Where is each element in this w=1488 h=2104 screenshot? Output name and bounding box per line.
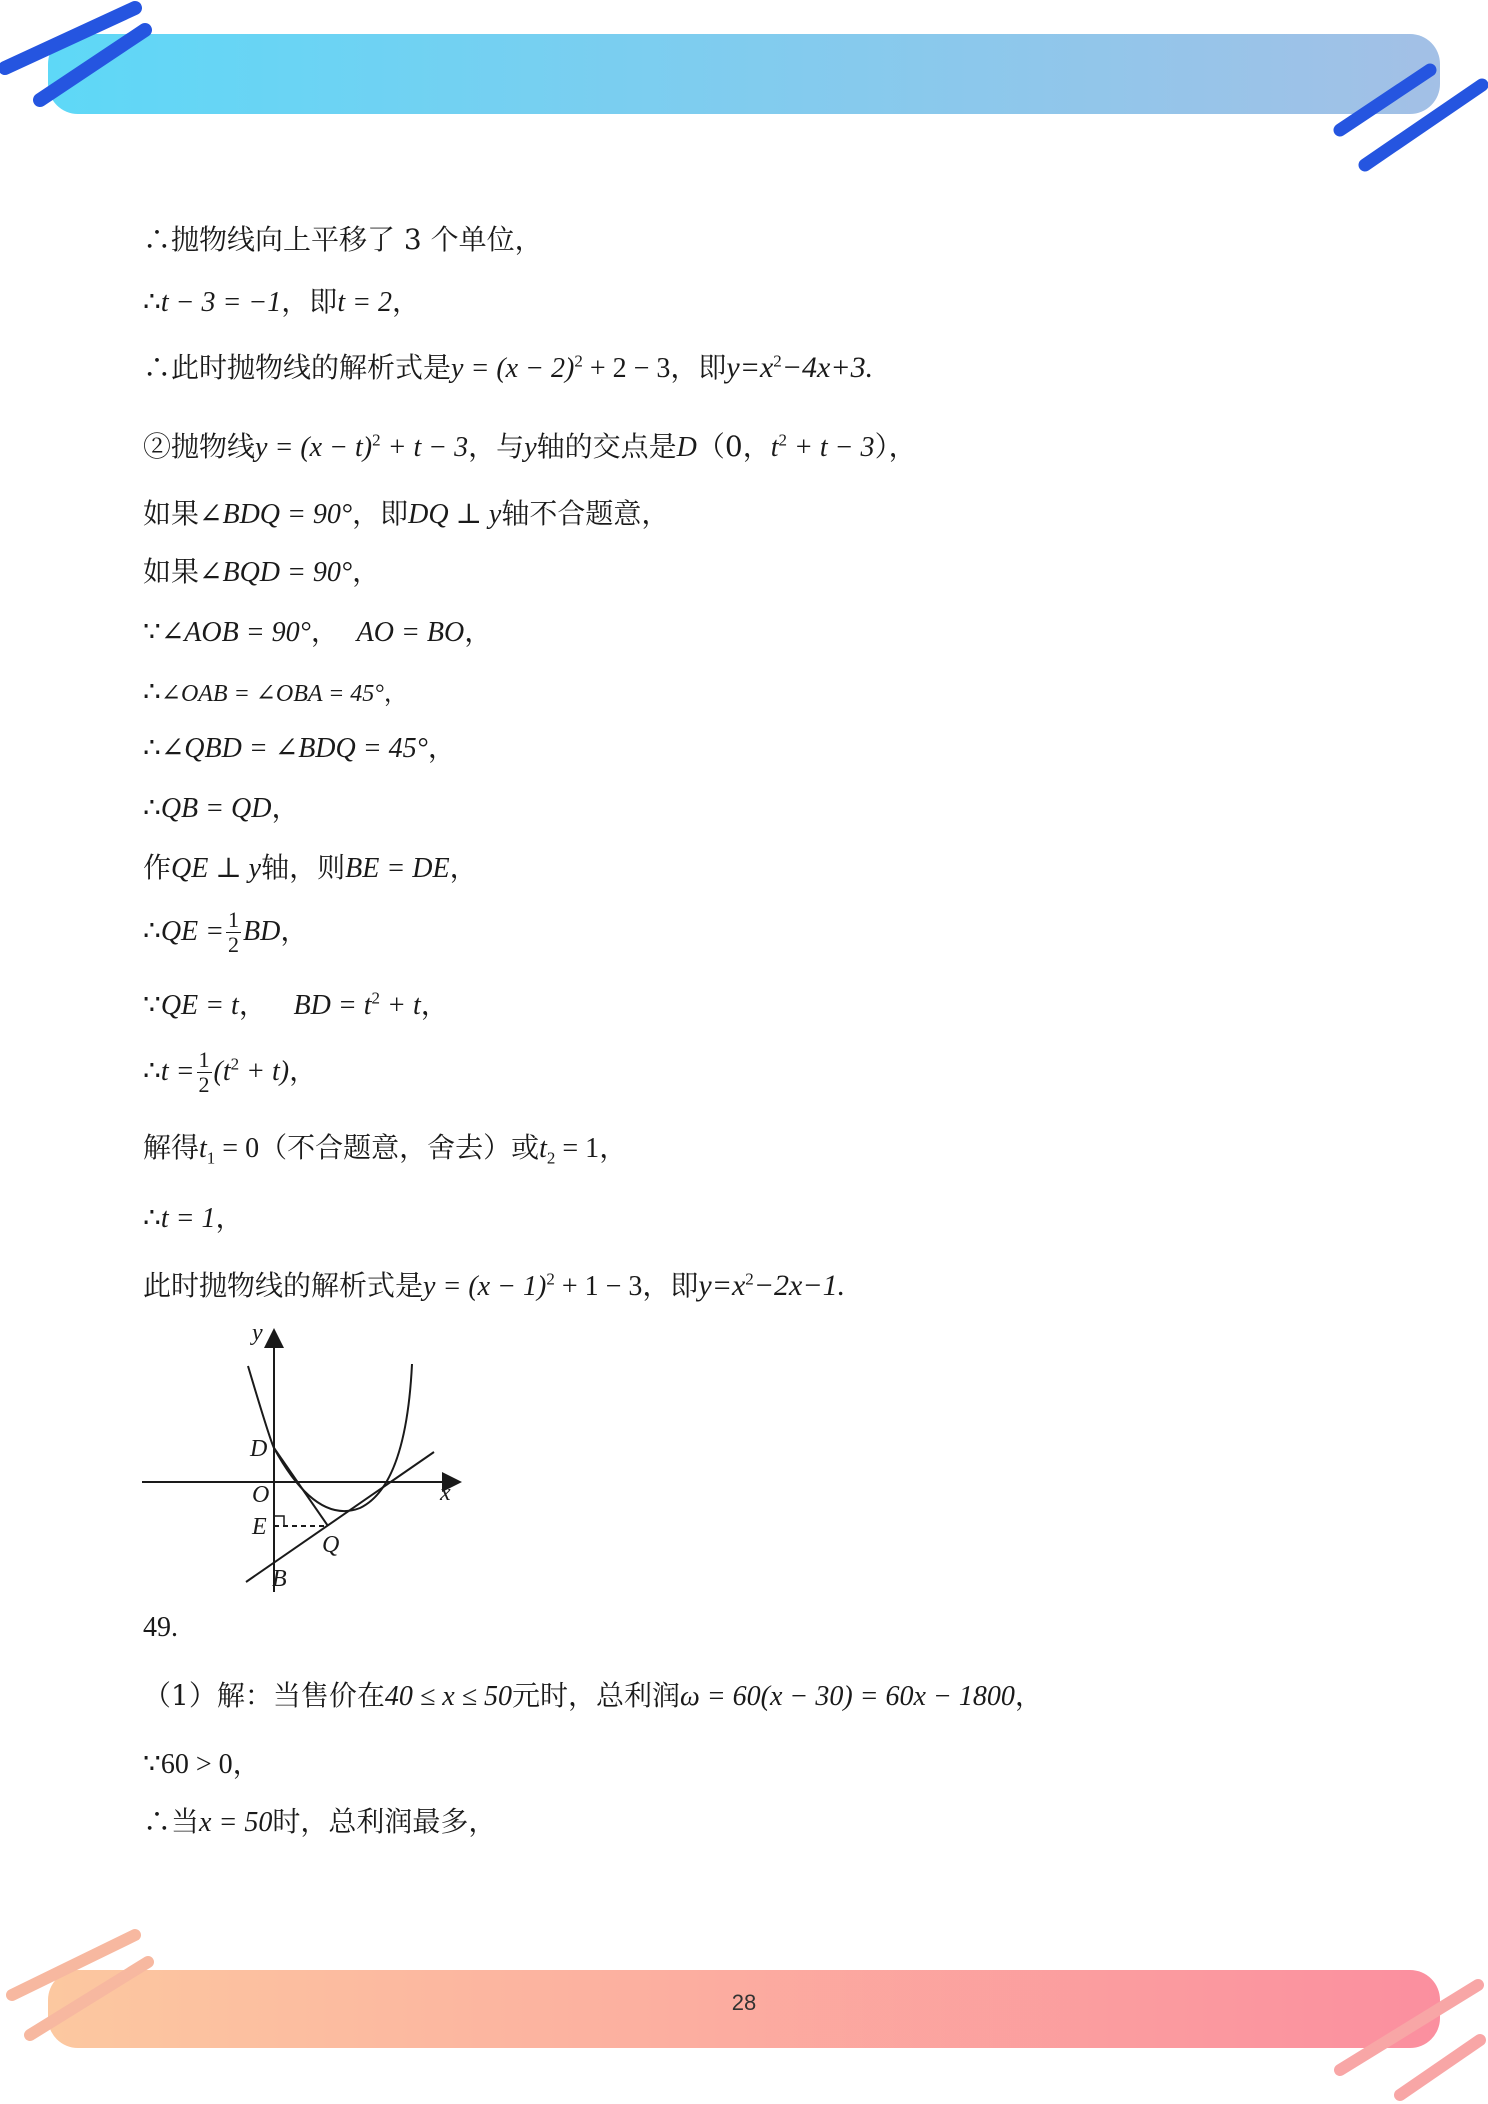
parabola-figure bbox=[140, 1320, 470, 1600]
point-d-label: D bbox=[250, 1436, 268, 1462]
problem-number: 49. bbox=[143, 1612, 178, 1643]
solution-line-9: ∴∠QBD = ∠BDQ = 45°， bbox=[143, 731, 456, 764]
x-axis-label: x bbox=[440, 1480, 451, 1506]
point-b-label: B bbox=[272, 1566, 287, 1592]
solution-line-15: 解得$t_1 = 0$（不合题意，舍去）或$t_2 = 1$， bbox=[143, 1131, 628, 1168]
solution-line-3: ∴此时抛物线的解析式是$y = (x - 2)^2 + 2 - 3$，即$y=x^2-4x+3$. bbox=[143, 351, 874, 384]
segment-dq bbox=[274, 1448, 328, 1526]
solution-line-10: ∴QB = QD， bbox=[143, 791, 300, 824]
solution-line-16: ∴t = 1， bbox=[143, 1201, 244, 1234]
solution-line-13: ∵QE = t， BD = $t^2 + t$， bbox=[143, 988, 449, 1021]
page-number: 28 bbox=[731, 1990, 757, 2015]
solution-line-6: 如果∠BQD = 90°， bbox=[143, 555, 381, 588]
solution-line-7: ∵∠AOB = 90°， AO = BO， bbox=[143, 615, 493, 648]
solution-line-4: ②抛物线$y = (x - t)^2 + t - 3$，与y轴的交点是D（0，$t^2 + t - 3$）， bbox=[143, 430, 917, 463]
point-o-label: O bbox=[252, 1482, 270, 1508]
solution-line-12: ∴QE = $\frac{1}{2}$ BD， bbox=[143, 907, 309, 957]
point-q-label: Q bbox=[322, 1532, 340, 1558]
parabola-curve bbox=[248, 1364, 412, 1511]
header-band bbox=[5, 8, 1482, 165]
point-e-label: E bbox=[252, 1514, 267, 1540]
solution-line-19: （1）解：当售价在40 ≤ x ≤ 50元时，总利润ω = 60(x − 30) = 60x − 1800， bbox=[143, 1679, 1043, 1712]
solution-line-5: 如果∠BDQ = 90°，即DQ ⊥ y轴不合题意， bbox=[143, 497, 670, 530]
y-axis-label: y bbox=[252, 1320, 263, 1346]
solution-line-14: ∴t = $\frac{1}{2}$ $(t^2 + t)$， bbox=[143, 1047, 318, 1097]
solution-line-1: ∴抛物线向上平移了 3 个单位， bbox=[143, 223, 543, 256]
solution-line-2: ∴t − 3 = −1，即t = 2， bbox=[143, 285, 421, 318]
solution-line-21: ∴当x = 50时，总利润最多， bbox=[143, 1805, 497, 1838]
fraction-half: $\frac{1}{2}$ bbox=[198, 1047, 210, 1097]
solution-line-20: ∵60 > 0， bbox=[143, 1747, 261, 1780]
solution-line-11: 作QE ⊥ y轴，则BE = DE， bbox=[143, 851, 478, 884]
solution-line-8: ∴∠OAB = ∠OBA = 45°， bbox=[143, 675, 408, 708]
solution-line-17: 此时抛物线的解析式是$y = (x - 1)^2 + 1 - 3$，即$y=x^2-2x-1$. bbox=[143, 1269, 846, 1302]
fraction-half: $\frac{1}{2}$ bbox=[228, 907, 240, 957]
right-angle-mark bbox=[274, 1516, 284, 1526]
